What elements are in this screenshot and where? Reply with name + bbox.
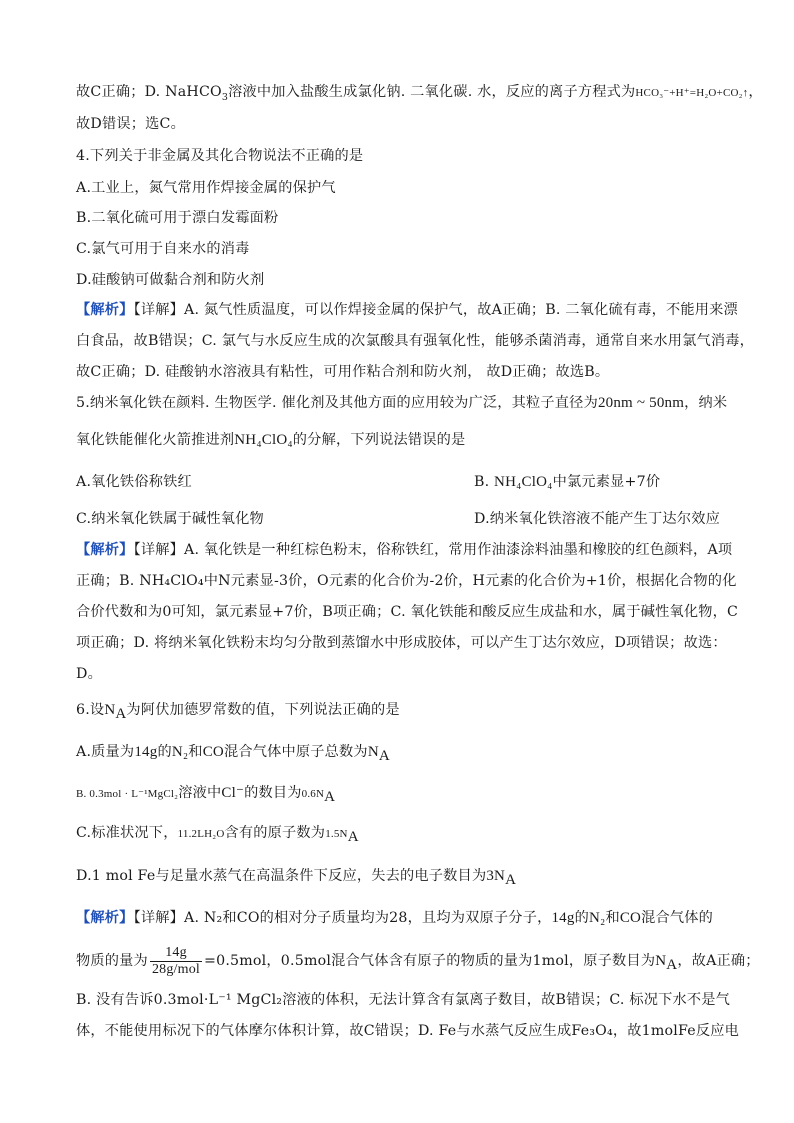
text: 溶液中 [178,785,222,801]
formula: N₂ [171,744,189,760]
text: B. [474,474,495,490]
answer-3-line-1: 故C正确；D. NaHCO$_3$溶液中加入盐酸生成氯化钠. 二氧化碳. 水，反应的离子方程式为HCO₃⁻+H⁺=H₂O+CO₂↑， [76,84,763,103]
question-5-option-c: C.纳米氧化铁属于碱性氧化物 [76,511,264,527]
formula: N₂ [588,910,606,926]
text: 和 [188,744,203,760]
text: 混合气体中原子总数为 [223,744,368,760]
text: ， [748,84,763,100]
detail-tag: 【详解】 [133,302,185,318]
question-5-stem-line-2 [76,430,465,450]
answer-4-line-3: 故C正确；D. 硅酸钠水溶液具有粘性，可用作粘合剂和防火剂， 故D正确；故选B。 [76,364,610,380]
analysis-tag: 【解析】 [76,910,134,926]
question-5-option-d: D.纳米氧化铁溶液不能产生丁达尔效应 [474,511,720,527]
formula: CO [202,744,224,760]
subscript: A [347,828,359,845]
answer-3-line-2: 故D错误；选C。 [76,116,185,132]
particle-size: 20nm ~ 50nm [597,395,685,411]
question-4-option-c: C.氯气可用于自来水的消毒 [76,241,250,257]
analysis-tag: 【解析】 [76,302,134,318]
answer-4-line-2: 白食品，故B错误；C. 氯气与水反应生成的次氯酸具有强氧化性，能够杀菌消毒，通常自来水用氯气消毒， [76,333,755,349]
question-5-options-row-1 [76,472,661,492]
text: A. 氮气性质温度，可以作焊接金属的保护气，故A正确；B. 二氧化硫有毒，不能用来漂 [184,302,738,318]
fraction [150,945,202,978]
subscript: A [378,747,390,764]
answer-4-line-1 [76,300,738,320]
text: A. 氧化铁是一种红棕色粉末，俗称铁红，常用作油漆涂料油墨和橡胶的红色颜料，A项 [184,542,733,558]
answer-6-line-3: B. 没有告诉0.3mol·L⁻¹ MgCl₂溶液的体积，无法计算含有氯离子数目，故B错误；C. 标况下水不是气 [76,992,731,1008]
text: ，故A正确； [677,953,760,969]
subscript: A [666,956,678,973]
text: 故C正确；D. NaHCO [76,84,222,100]
text: 中氯元素显+7价 [552,474,661,490]
answer-5-line-2: 正确；B. NH₄ClO₄中N元素显-3价，O元素的化合价为-2价，H元素的化合价为+1价，根据化合物的化 [76,573,737,589]
ion-equation: HCO₃⁻+H⁺=H₂O+CO₂↑ [635,87,749,99]
value: 0.6N [301,788,325,800]
analysis-tag: 【解析】 [76,542,134,558]
text: 6.设 [76,702,105,718]
text: 的 [157,744,172,760]
question-4-option-a: A.工业上，氮气常用作焊接金属的保护气 [76,180,336,196]
subscript: A [324,788,336,805]
formula: NH₄ClO₄ [494,474,553,490]
question-4-option-b: B.二氧化硫可用于漂白发霉面粉 [76,210,279,226]
question-4-option-d: D.硅酸钠可做黏合剂和防火剂 [76,272,265,288]
text: 溶液中加入盐酸生成氯化钠. 二氧化碳. 水，反应的离子方程式为 [228,84,636,100]
text: D.1 mol Fe与足量水蒸气在高温条件下反应，失去的电子数目为 [76,868,487,884]
question-6-stem [76,700,400,720]
text: 的数目为 [244,785,302,801]
question-6-option-c [76,823,359,844]
text: 和 [605,910,620,926]
avogadro-symbol: N [104,702,116,718]
answer-6-line-1 [76,908,713,928]
answer-6-line-4: 体，不能使用标况下的气体摩尔体积计算，故C错误；D. Fe与水蒸气反应生成Fe₃O₄，故1molFe反应电 [76,1023,740,1039]
avogadro-symbol: N [367,744,379,760]
fraction-numerator: 14g [150,945,202,962]
text: ，纳米 [684,395,728,411]
concentration: B. 0.3mol · L⁻¹MgCl₂ [76,788,179,800]
avogadro-symbol: N [655,953,667,969]
text: 物质的量为 [76,953,148,969]
answer-6-line-2 [76,944,760,978]
detail-tag: 【详解】 [133,910,185,926]
answer-5-line-5: D。 [76,666,102,682]
text: 氧化铁能催化火箭推进剂 [76,432,235,448]
ion: Cl⁻ [221,785,245,801]
volume: 11.2LH₂O [177,828,225,840]
question-6-option-a [76,742,390,762]
question-5-option-a: A.氧化铁俗称铁红 [76,474,192,490]
formula: CO [619,910,642,926]
answer-5-line-3: 合价代数和为0可知，氯元素显+7价，B项正确；C. 氧化铁能和酸反应生成盐和水，属于碱性氧化物，C [76,604,739,620]
text: 的 [574,910,589,926]
text: A. N₂和CO的相对分子质量均为28，且均为双原子分子， [184,910,552,926]
text: 混合气体的 [641,910,714,926]
question-6-option-b [76,783,335,804]
answer-5-line-1 [76,540,732,560]
text: C.标准状况下， [76,825,178,841]
text: 的分解，下列说法错误的是 [292,432,466,448]
text: A.质量为 [76,744,135,760]
mass: 14g [134,744,158,760]
fraction-denominator: 28g/mol [151,961,201,977]
text: =0.5mol，0.5mol混合气体含有原子的物质的量为1mol，原子数目为 [204,953,656,969]
question-5-stem-line-1 [76,393,727,413]
answer-5-line-4: 项正确；D. 将纳米氧化铁粉末均匀分散到蒸馏水中形成胶体，可以产生丁达尔效应，D项错误；故选： [76,635,727,651]
mass: 14g [551,910,575,926]
formula: NH₄ClO₄ [234,432,293,448]
question-6-option-d [76,866,516,886]
text: 含有的原子数为 [224,825,326,841]
value: 3N [486,868,506,884]
question-5-option-b [474,472,660,492]
text: 5.纳米氧化铁在颜料. 生物医学. 催化剂及其他方面的应用较为广泛，其粒子直径为 [76,395,598,411]
detail-tag: 【详解】 [133,542,185,558]
subscript: A [505,871,517,888]
subscript: A [115,705,127,722]
value: 1.5N [325,828,348,840]
question-4-stem: 4.下列关于非金属及其化合物说法不正确的是 [76,148,364,164]
text: 为阿伏加德罗常数的值，下列说法正确的是 [126,702,400,718]
question-5-options-row-2 [76,509,720,529]
